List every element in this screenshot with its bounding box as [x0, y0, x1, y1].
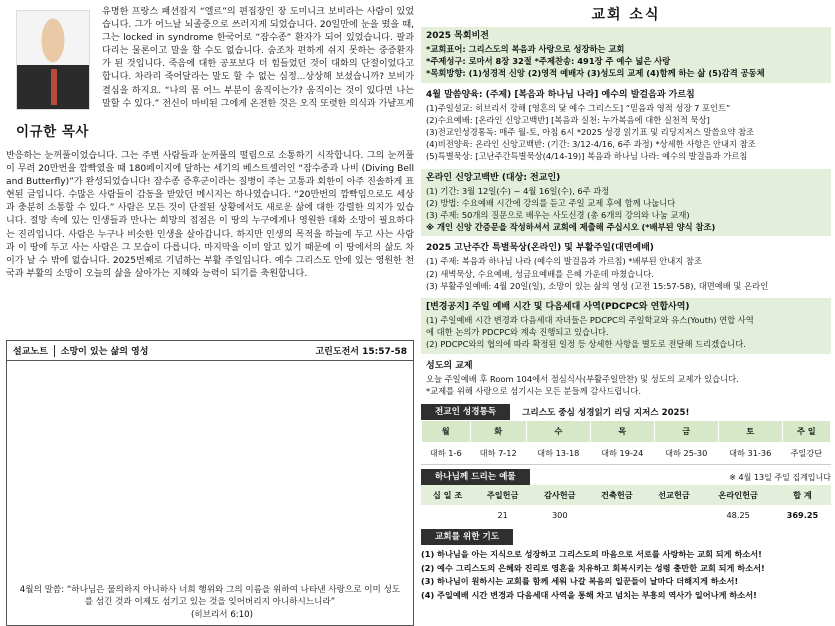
online-class-box — [421, 169, 831, 237]
fellowship-section — [421, 357, 831, 400]
prayer-item: (3) 하나님이 원하시는 교회를 함께 세워 나갈 복음의 일꾼들이 날마다 더해지게 하소서! — [421, 576, 739, 587]
offering-bar: 하나님께 드리는 예물 — [421, 469, 530, 485]
prayer-item: (4) 주일예배 시간 변경과 다음세대 사역을 통해 차고 넘치는 부흥의 역사가 일어나게 하소서! — [421, 589, 757, 600]
lent-title: 2025 고난주간 특별묵상(온라인) 및 부활주일(대면예배) — [426, 243, 654, 254]
prayer-bar: 교회를 위한 기도 — [421, 529, 513, 545]
church-news-column — [421, 4, 831, 602]
vision-line: *교회표어: 그리스도의 복음과 사랑으로 성장하는 교회 — [426, 44, 625, 54]
reading-table — [421, 420, 831, 465]
online-class-title: 온라인 신앙고백반 (대상: 전교인) — [426, 172, 561, 183]
pastor-essay — [6, 6, 414, 336]
offering-header-cell: 선교헌금 — [645, 485, 702, 505]
reading-day: 월 — [422, 421, 471, 443]
reading-range: 주일강단 — [782, 443, 830, 465]
fellowship-title: 성도의 교제 — [426, 360, 473, 371]
divider — [54, 345, 55, 357]
fellowship-line: *교제를 위해 사랑으로 섬기시는 모든 분들께 감사드립니다. — [426, 385, 641, 396]
online-class-line: (3) 주제: 50개의 질문으로 배우는 사도신경 (총 6개의 강의와 나눔 교재) — [426, 210, 690, 221]
online-class-line: (1) 기간: 3월 12일(수) ~ 4월 16일(수), 6주 과정 — [426, 185, 610, 196]
memory-verse-source: (히브리서 6:10) — [191, 609, 253, 620]
prayer-list — [421, 545, 831, 602]
fellowship-line: 오늘 주일예배 후 Room 104에서 점심식사(부활주일만찬) 및 성도의 교제가 있습니다. — [426, 373, 739, 384]
offering-value — [645, 505, 702, 525]
reading-day: 수 — [526, 421, 590, 443]
vision-line: *주제성구: 로마서 8장 32절 *주제찬송: 491장 주 예수 넓은 사랑 — [426, 56, 671, 67]
lent-line: (1) 주제: 복음과 하나님 나라 (예수의 발걸음과 가르침) *배부된 안내지 참조 — [426, 256, 702, 267]
pastor-photo — [16, 10, 90, 110]
sermon-header — [7, 341, 413, 361]
reading-range: 대하 31-36 — [718, 443, 782, 465]
lent-section — [421, 239, 831, 295]
lent-line: (3) 부활주일예배: 4월 20일(일), 소망이 있는 삶의 영성 (고전 15:57-58), 대면예배 및 온라인 — [426, 280, 769, 291]
offering-header-cell: 감사헌금 — [531, 485, 588, 505]
notice-line: (2) PDCPC와의 협의에 따라 확정된 일정 등 상세한 사항을 별도로 전달해 드리겠습니다. — [426, 339, 746, 350]
notice-box — [421, 298, 831, 354]
offering-value: 300 — [531, 505, 588, 525]
offering-value — [421, 505, 474, 525]
lent-line: (2) 새벽묵상, 수요예배, 성금요예배를 은혜 가운데 마쳤습니다. — [426, 268, 654, 279]
reading-day: 목 — [590, 421, 654, 443]
reading-range: 대하 1-6 — [422, 443, 471, 465]
vision-line: *목회방향: (1)성경적 신앙 (2)영적 예배자 (3)성도의 교제 (4)함께 하는 삶 (5)감격 공동체 — [426, 68, 765, 79]
sermon-title: 소망이 있는 삶의 영성 — [60, 347, 149, 357]
offering-value — [588, 505, 645, 525]
training-line: (1)주일설교: 히브리서 강해 [영혼의 닻 예수 그리스도] “믿음과 영적 성장 7 포인트” — [426, 102, 731, 113]
training-section — [421, 86, 831, 166]
reading-day: 화 — [470, 421, 526, 443]
reading-range: 대하 7-12 — [470, 443, 526, 465]
offering-header-cell: 합 계 — [774, 485, 831, 505]
training-line: (2)수요예배: [온라인 신앙고백반] [복음과 실천: 누가복음에 대한 실천적 묵상] — [426, 114, 710, 125]
training-line: (4)비전양육: 온라인 신앙고백반: (기간: 3/12-4/16, 6주 과정) *상세한 사항은 안내지 참조 — [426, 139, 756, 150]
offering-value: 21 — [474, 505, 531, 525]
offering-header — [421, 469, 831, 485]
training-title: 4월 말씀양육: (주제) [복음과 하나님 나라] 예수의 발걸음과 가르침 — [426, 89, 695, 100]
prayer-item: (2) 예수 그리스도의 은혜와 진리로 영혼을 치유하고 회복시키는 성령 충만한 교회 되게 하소서! — [421, 562, 765, 573]
training-line: (3)전교인성경통독: 매주 월-토, 아침 6시 *2025 성경 읽기표 및 리딩지저스 말씀요약 참조 — [426, 127, 755, 138]
offering-header-cell: 십 일 조 — [421, 485, 474, 505]
reading-day: 금 — [654, 421, 718, 443]
reading-range: 대하 25-30 — [654, 443, 718, 465]
reading-range: 대하 13-18 — [526, 443, 590, 465]
vision-box — [421, 27, 831, 83]
notice-line: (1) 주일예배 시간 변경과 다음세대 자녀들은 PDCPC의 주일학교와 유스(Youth) 연합 사역 — [426, 315, 754, 326]
offering-value: 48.25 — [703, 505, 774, 525]
online-class-note: ※ 개인 신앙 간증문을 작성하셔서 교회에 제출해 주십시오 (*배부된 양식 참조) — [426, 222, 716, 233]
memory-verse — [17, 584, 403, 622]
offering-total: 369.25 — [774, 505, 831, 525]
memory-verse-text: 4월의 말씀: “하나님은 물의하지 아니하사 너희 행위와 그의 이름을 위하여 나타낸 사랑으로 이미 성도를 섬긴 것과 이제도 섬기고 있는 것을 잊어버리지 아니하시느니라” — [19, 584, 401, 607]
reading-day: 주 일 — [782, 421, 830, 443]
notice-line: 에 대한 논의가 PDCPC와 계속 진행되고 있습니다. — [426, 327, 609, 338]
sermon-reference: 고린도전서 15:57-58 — [315, 347, 407, 357]
sermon-label: 설교노트 — [13, 347, 48, 357]
prayer-item: (1) 하나님을 아는 지식으로 성장하고 그리스도의 마음으로 서로를 사랑하는 교회 되게 하소서! — [421, 549, 762, 560]
reading-day: 토 — [718, 421, 782, 443]
training-line: (5)특별묵상: [고난주간특별묵상(4/14-19)] 복음과 하나님 나라: 예수의 발걸음과 가르침 — [426, 151, 748, 162]
essay-text-bottom: 반응하는 눈꺼풀이었습니다. 그는 주변 사람들과 눈꺼풀의 떨림으로 소통하기 시작합니다. 그의 눈꺼풀이 무려 20만번을 깜빡였을 때 180페이지에 달하는 세기의 베스트셀러인 “잠수종과 나비 (Diving Bell and Butterfly)”가 완성되었습니다! 잠수종 증후군이라는 질병이 주는 고통과 회한이 아주 진솔하게 표현된 글입니다. 수많은 사람들이 감동을 받았던 메시지는 하나였습니다. “20만번의 깜빡임으로도 세상과 충분히 소통할 수 있다.” 사람은 모든 것이 단절된 상황에서도 새로운 삶에 대한 강렬한 의지가 있습니다. 절망 속에 있는 인생들과 만나는 희망의 접점은 이 땅의 누구에게나 영원한 대화 소망이 필요하다는 진리입니다. 사람은 누구나 비슷한 인생을 살아갑니다. 하지만 인생의 목적을 하늘에 두고 사는 사람과 이 땅에 두고 사는 사람은 그 모습이 다릅니다. 마지막을 이미 알고 있기 때문에 이 땅에서의 삶도 차이가 날 수 밖에 없습니다. 2025번째로 기념하는 부활 주일입니다. 예수 그리스도 안에 있는 영원한 천국과 부활의 소망이 오늘의 삶을 살아가는 지혜와 능력이 되기를 축원합니다. — [6, 151, 414, 279]
news-title: 교회 소식 — [591, 7, 661, 23]
pastor-name: 이규한 목사 — [16, 124, 89, 140]
essay-text-top: 유명한 프랑스 패션잡지 “엘르”의 편집장인 장 도미니크 보비라는 사람이 있었습니다. 그가 어느날 뇌졸중으로 쓰러지게 되었습니다. 20일만에 눈을 떴을 때, 그는 locked in syndrome 한국어로 “잠수종” 환자가 되어 있었습니다. 팔과 다리는 물론이고 말을 할 수도 없습니다. 숨조차 편하게 쉬지 못하는 중증환자가 된 것입니다. 죽음에 대한 공포보다 더 힘들었던 것이 대화의 단절이었다고 합니다. 차라리 죽어달라는 말도 할 수 없는 심정...상상해 보셨습니까? 보비가 결심을 하지요. “나의 몸 어느 부분이 움직이는가? 움직이는 것이 있다면 나는 말할 수 있다.” 전신이 마비된 그에게 온전한 것은 오직 또렷한 의식과 가냘프게 — [102, 7, 414, 109]
offering-header-cell: 온라인헌금 — [703, 485, 774, 505]
online-class-line: (2) 방법: 수요예배 시간에 강의를 듣고 주일 교제 후에 함께 나눕니다 — [426, 197, 676, 208]
offering-header-cell: 주일헌금 — [474, 485, 531, 505]
reading-bar: 전교인 성경통독 — [421, 404, 510, 420]
prayer-header — [421, 529, 831, 545]
reading-range: 대하 19-24 — [590, 443, 654, 465]
sermon-notes-box[interactable] — [6, 340, 414, 626]
notice-title: [변경공지] 주일 예배 시간 및 다음세대 사역(PDCPC와 연합사역) — [426, 302, 690, 313]
offering-header-cell: 건축헌금 — [588, 485, 645, 505]
pastor-column — [6, 6, 414, 620]
offering-table — [421, 485, 831, 525]
offering-aside: ※ 4월 13일 주일 집계입니다 — [729, 472, 831, 482]
reading-header — [421, 404, 831, 420]
vision-title: 2025 목회비전 — [426, 31, 489, 41]
reading-aside: 그리스도 중심 성경읽기 리딩 지저스 2025! — [522, 408, 690, 419]
